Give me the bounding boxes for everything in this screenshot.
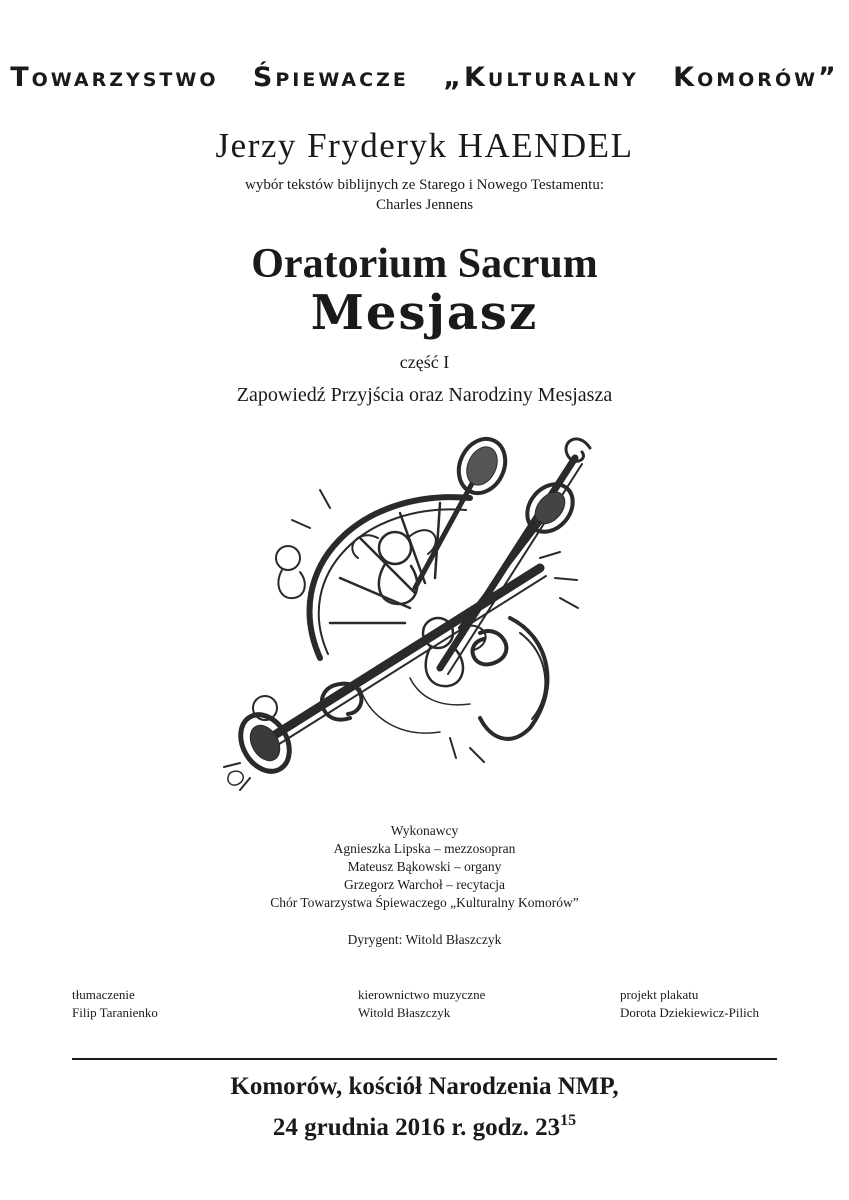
society-name: Towarzystwo Śpiewacze „Kulturalny Komorów” — [10, 62, 839, 93]
performer: Grzegorz Warchoł – recytacja — [344, 877, 505, 892]
event-venue: Komorów, kościół Narodzenia NMP, — [230, 1073, 619, 1100]
credit-name: Filip Taranienko — [72, 1005, 158, 1020]
event-date — [0, 1104, 849, 1145]
credit-name: Dorota Dziekiewicz-Pilich — [620, 1005, 759, 1020]
work-part: część I — [399, 352, 450, 372]
conductor: Dyrygent: Witold Błaszczyk — [347, 932, 502, 947]
work-title: Mesjasz — [310, 285, 539, 341]
credit-name: Witold Błaszczyk — [358, 1005, 451, 1020]
performer: Chór Towarzystwa Śpiewaczego „Kulturalny Komorów” — [270, 895, 579, 910]
credit-role: tłumaczenie — [72, 987, 135, 1002]
credit-music-direction — [358, 986, 485, 1022]
credit-translation — [72, 986, 158, 1022]
work-subtitle: Zapowiedź Przyjścia oraz Narodziny Mesjasza — [236, 384, 613, 406]
text-source — [0, 175, 849, 215]
performers-block — [0, 822, 849, 912]
composer-name: Jerzy Fryderyk HAENDEL — [215, 126, 634, 165]
performer: Mateusz Bąkowski – organy — [347, 859, 502, 874]
event-time-minutes: 15 — [560, 1112, 577, 1129]
divider — [72, 1058, 777, 1060]
credit-poster-design — [620, 986, 759, 1022]
text-source-line: wybór tekstów biblijnych ze Starego i Nowego Testamentu: — [244, 177, 605, 193]
work-genre: Oratorium Sacrum — [251, 241, 598, 287]
librettist: Charles Jennens — [375, 197, 474, 213]
angels-with-instruments-drawing — [210, 418, 620, 798]
credit-role: projekt plakatu — [620, 987, 699, 1002]
performer: Agnieszka Lipska – mezzosopran — [333, 841, 516, 856]
event-date-text: 24 grudnia 2016 r. godz. 23 — [272, 1114, 561, 1141]
performers-heading: Wykonawcy — [390, 823, 459, 838]
credit-role: kierownictwo muzyczne — [358, 987, 486, 1002]
